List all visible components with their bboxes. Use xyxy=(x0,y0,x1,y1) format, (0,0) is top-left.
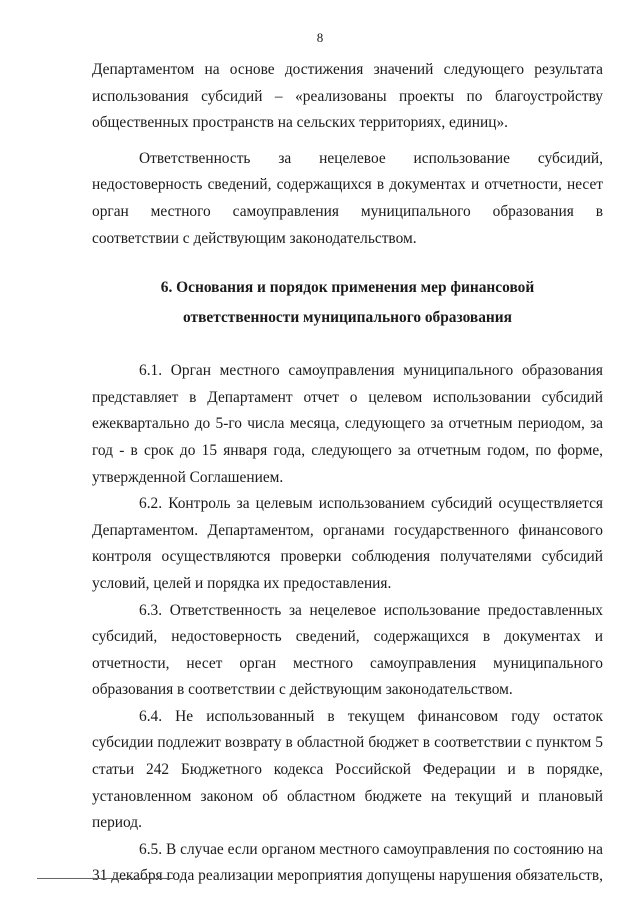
document-body xyxy=(92,57,603,890)
section-heading-line-2: ответственности муниципального образования xyxy=(183,309,512,327)
page-number: 8 xyxy=(316,30,324,45)
clause-6-4: 6.4. Не использованный в текущем финансовом году остаток субсидии подлежит возврату в областной бюджет в соответствии с пунктом 5 статьи 242 Бюджетного кодекса Российской Федерации и в порядке, установленном законом об областном бюджете на текущий и плановый период. xyxy=(92,707,603,832)
footer-divider xyxy=(37,878,173,879)
clause-6-5: 6.5. В случае если органом местного самоуправления по состоянию на 31 декабря года реализации мероприятия допущены нарушения обязательств, xyxy=(92,840,603,885)
paragraph-continuation: Департаментом на основе достижения значений следующего результата использования субсидий – «реализованы проекты по благоустройству общественных пространств на сельских территориях, единиц». xyxy=(92,61,603,132)
paragraph-responsibility: Ответственность за нецелевое использование субсидий, недостоверность сведений, содержащихся в документах и отчетности, несет орган местного самоуправления муниципального образования в соответствии с действующим законодательством. xyxy=(92,149,603,247)
clause-6-3: 6.3. Ответственность за нецелевое использование предоставленных субсидий, недостоверность сведений, содержащихся в документах и отчетности, несет орган местного самоуправления муниципального образования в соответствии с действующим законодательством. xyxy=(92,601,603,699)
section-heading xyxy=(92,273,603,333)
clause-6-1: 6.1. Орган местного самоуправления муниципального образования представляет в Департамент отчет о целевом использовании субсидий ежеквартально до 5-го числа месяца, следующего за отчетным периодом, за год - в срок до 15 января года, следующего за отчетным годом, по форме, утвержденной Соглашением. xyxy=(92,362,603,486)
clause-6-2: 6.2. Контроль за целевым использованием субсидий осуществляется Департаментом. Департаментом, органами государственного финансового контроля осуществляются проверки соблюдения получателями субсидий условий, целей и порядка их предоставления. xyxy=(92,495,603,592)
section-heading-line-1: 6. Основания и порядок применения мер финансовой xyxy=(160,279,535,297)
